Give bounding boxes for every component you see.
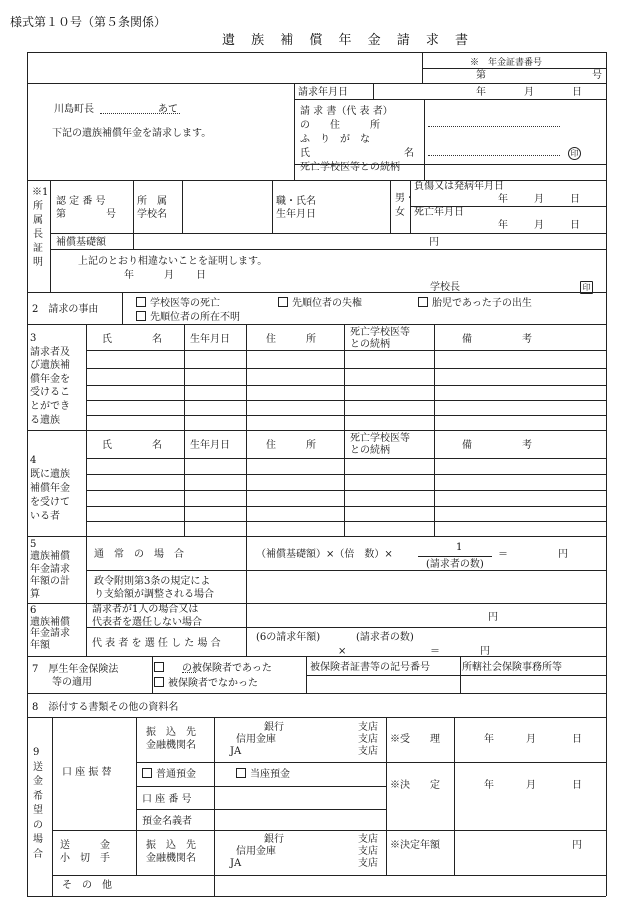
rule-line <box>86 536 87 656</box>
rule-line <box>27 536 606 537</box>
rule-line <box>133 233 134 249</box>
decided-amount-label: ※決定年額 <box>390 840 440 851</box>
sec6-yen-1: 円 <box>488 612 498 623</box>
rule-line <box>136 717 137 875</box>
branch-label-1c: 支店 <box>358 746 378 757</box>
bank-dest-label-b: 金融機関名 <box>146 740 196 751</box>
sec3-header-address: 住 所 <box>266 334 316 345</box>
basis-amount-label: 補償基礎額 <box>56 237 106 248</box>
sec3-header-remarks: 備 考 <box>462 334 532 345</box>
current-deposit-option[interactable] <box>236 768 290 781</box>
sec3-header-relation: 死亡学校医等 との続柄 <box>350 327 410 350</box>
request-date-year: 年 <box>476 87 486 98</box>
rule-line <box>133 180 134 233</box>
rule-line <box>246 536 247 656</box>
certify-day: 日 <box>196 270 206 281</box>
school-label-a: 所 属 <box>137 196 167 207</box>
ja-label-1: JA <box>230 746 242 757</box>
insurance-checkbox-2[interactable] <box>154 677 164 687</box>
decided-month: 月 <box>526 780 536 791</box>
rule-line <box>27 896 606 897</box>
reason-option-2[interactable] <box>278 297 362 310</box>
remit-dest-label-b: 金融機関名 <box>146 853 196 864</box>
sec4-header-birth: 生年月日 <box>190 440 230 451</box>
account-number-label: 口 座 番 号 <box>142 794 192 805</box>
rule-line <box>27 52 606 53</box>
insurance-option-2[interactable] <box>154 677 258 690</box>
bank-dest-label-a: 振 込 先 <box>146 727 196 738</box>
rule-line <box>27 324 606 325</box>
injury-month: 月 <box>534 194 544 205</box>
sec6-eq: ＝ <box>430 646 440 657</box>
rule-line <box>50 249 606 250</box>
rule-line <box>373 83 374 99</box>
rule-line <box>390 180 391 233</box>
sec2-label: 2 請求の事由 <box>32 304 99 315</box>
rule-line <box>214 717 215 896</box>
pension-number-prefix: 第 <box>476 70 486 81</box>
insurance-checkbox-1[interactable] <box>154 662 164 672</box>
sec4-header-address: 住 所 <box>266 440 316 451</box>
received-day: 日 <box>572 734 582 745</box>
rule-line <box>86 490 606 491</box>
sec8-label: 8 添付する書類その他の資料名 <box>32 702 179 713</box>
school-label-b: 学校名 <box>137 209 167 220</box>
certify-month: 月 <box>164 270 174 281</box>
adjusted-case-label: 政令附則第3条の規定によ り支給額が調整される場合 <box>94 576 214 600</box>
formula-text: （補償基礎額）×（倍 数）× <box>256 549 393 560</box>
death-day: 日 <box>570 220 580 231</box>
reason-option-1[interactable] <box>136 297 220 310</box>
addressee: 川島町長 <box>54 104 94 115</box>
ordinary-deposit-checkbox[interactable] <box>142 768 152 778</box>
sec4-header-name: 氏 名 <box>102 440 162 451</box>
certify-year: 年 <box>124 270 134 281</box>
insurance-option-1[interactable] <box>154 662 272 675</box>
rule-line <box>306 675 606 676</box>
basis-amount-yen: 円 <box>429 237 439 248</box>
reason-text-1: 学校医等の死亡 <box>150 298 220 309</box>
rule-line <box>86 521 606 522</box>
branch-label-1a: 支店 <box>358 722 378 733</box>
representative-case-label: 代 表 者 を 選 任 し た 場 合 <box>92 638 221 649</box>
formula-equals: ＝ <box>498 549 508 560</box>
request-date-label: 請求年月日 <box>298 87 348 98</box>
rule-line <box>136 786 386 787</box>
request-statement: 下記の遺族補償年金を請求します。 <box>52 128 212 139</box>
reason-text-4: 先順位者の所在不明 <box>150 312 240 323</box>
ordinary-deposit-option[interactable] <box>142 768 196 781</box>
insurance-text-1: の被保険者であった <box>182 663 272 674</box>
sec3-header-name: 氏 名 <box>102 334 162 345</box>
branch-label-2a: 支店 <box>358 834 378 845</box>
reason-checkbox-4[interactable] <box>136 311 146 321</box>
reason-checkbox-1[interactable] <box>136 297 146 307</box>
single-claimant-label: 請求者が1人の場合又は 代表者を選任しない場合 <box>92 604 202 628</box>
rule-line <box>136 809 386 810</box>
page-title: 遺 族 補 償 年 金 請 求 書 <box>222 33 475 48</box>
pension-cert-label: ※ 年金証書番号 <box>470 58 543 68</box>
sec9-label: 9 送 金 希 望 の 場 合 <box>33 747 43 860</box>
rule-line <box>182 180 183 233</box>
rule-line <box>27 717 606 718</box>
furigana-label: ふ り が な <box>300 134 370 145</box>
insurance-text-2: 被保険者でなかった <box>168 678 258 689</box>
rule-line <box>27 430 606 431</box>
reason-text-3: 胎児であった子の出生 <box>432 298 532 309</box>
rule-line <box>27 52 28 896</box>
reason-checkbox-3[interactable] <box>418 297 428 307</box>
rule-line <box>272 180 273 233</box>
branch-label-2b: 支店 <box>358 846 378 857</box>
ja-label-2: JA <box>230 858 242 869</box>
remittance-label-b: 小 切 手 <box>60 853 110 864</box>
other-label: そ の 他 <box>62 880 112 891</box>
rule-line <box>294 83 295 180</box>
rule-line <box>86 506 606 507</box>
rule-line <box>27 693 606 694</box>
rule-line <box>294 99 606 100</box>
insurance-office-label: 所轄社会保険事務所等 <box>462 662 562 673</box>
rule-line <box>424 99 425 180</box>
pension-number-suffix: 号 <box>592 70 602 81</box>
account-transfer-label: 口 座 振 替 <box>62 767 112 778</box>
branch-label-2c: 支店 <box>358 858 378 869</box>
principal-label: 学校長 <box>430 282 460 293</box>
rule-line <box>182 672 196 673</box>
applicant-seal: 印 <box>568 147 581 160</box>
insured-number-label: 被保険者証書等の記号番号 <box>310 662 430 673</box>
rule-line <box>52 830 606 831</box>
sec3-header-birth: 生年月日 <box>190 334 230 345</box>
received-year: 年 <box>484 734 494 745</box>
rule-line <box>27 292 606 293</box>
sec6-yen-2: 円 <box>480 646 490 657</box>
rule-line <box>136 762 386 763</box>
rule-line <box>418 556 492 557</box>
rule-line <box>27 83 606 84</box>
address-label: の 住 所 <box>300 120 380 131</box>
addressee-suffix: あて <box>158 104 178 115</box>
sec6-times: × <box>338 646 347 657</box>
rule-line <box>152 656 153 693</box>
received-label: ※受 理 <box>390 734 440 745</box>
rule-line <box>294 164 606 165</box>
birthdate-label: 生年月日 <box>276 209 316 220</box>
rule-line <box>100 113 180 114</box>
credit-label-2: 信用金庫 <box>236 846 276 857</box>
rule-line <box>86 385 606 386</box>
rule-line <box>27 603 606 604</box>
amount-from-6: (6の請求年額) <box>256 632 321 643</box>
sec4-header-remarks: 備 考 <box>462 440 532 451</box>
death-month: 月 <box>534 220 544 231</box>
remittance-label-a: 送 金 <box>60 840 110 851</box>
ordinary-deposit-text: 普通預金 <box>156 769 196 780</box>
death-date-label: 死亡年月日 <box>414 207 464 218</box>
rule-line <box>27 180 606 181</box>
rule-line <box>86 368 606 369</box>
decided-year: 年 <box>484 780 494 791</box>
claimant-count: (請求者の数) <box>356 632 414 643</box>
form-number: 様式第１０号（第５条関係） <box>10 15 167 29</box>
death-year: 年 <box>498 220 508 231</box>
rule-line <box>52 875 606 876</box>
rule-line <box>86 627 606 628</box>
rule-line <box>428 155 560 156</box>
normal-case-label: 通 常 の 場 合 <box>94 549 184 560</box>
representative-label: 請 求 書（代 表 者） <box>300 106 393 117</box>
credit-label-1: 信用金庫 <box>236 734 276 745</box>
decided-label: ※決 定 <box>390 780 440 791</box>
name-label-a: 氏 <box>300 148 310 159</box>
reason-option-4[interactable] <box>136 311 240 324</box>
rule-line <box>86 458 606 459</box>
rule-line <box>454 717 455 875</box>
rule-line <box>86 400 606 401</box>
sec5-label: 5 遺族補償 年金請求 年額の計 算 <box>30 539 70 600</box>
cert-number-label-b: 第 号 <box>56 209 116 220</box>
rule-line <box>86 474 606 475</box>
account-holder-label: 預金名義者 <box>142 816 192 827</box>
rule-line <box>86 350 606 351</box>
current-deposit-text: 当座預金 <box>250 769 290 780</box>
rule-line <box>428 126 560 127</box>
rule-line <box>122 292 123 324</box>
principal-seal: 印 <box>580 281 593 294</box>
rule-line <box>422 68 606 69</box>
sec4-header-relation: 死亡学校医等 との続柄 <box>350 433 410 456</box>
received-month: 月 <box>526 734 536 745</box>
bank-label-2: 銀行 <box>264 834 284 845</box>
rule-line <box>410 206 606 207</box>
decided-day: 日 <box>572 780 582 791</box>
current-deposit-checkbox[interactable] <box>236 768 246 778</box>
rule-line <box>386 762 606 763</box>
gender-label: 男・女 <box>395 193 415 218</box>
formula-denominator: (請求者の数) <box>426 559 484 570</box>
rule-line <box>86 570 606 571</box>
reason-text-2: 先順位者の失権 <box>292 298 362 309</box>
rule-line <box>50 180 51 292</box>
name-label-b: 名 <box>404 148 414 159</box>
branch-label-1b: 支店 <box>358 734 378 745</box>
formula-numerator: 1 <box>456 542 463 553</box>
cert-number-label-a: 認 定 番 号 <box>56 196 106 207</box>
reason-option-3[interactable] <box>418 297 532 310</box>
sec7-label: 7 厚生年金保険法 等の適用 <box>32 664 119 688</box>
reason-checkbox-2[interactable] <box>278 297 288 307</box>
job-name-label: 職・氏名 <box>276 196 316 207</box>
injury-day: 日 <box>570 194 580 205</box>
sec4-label: 4 既に遺族 補償年金 を受けて いる者 <box>30 455 70 522</box>
request-date-month: 月 <box>524 87 534 98</box>
decided-amount-yen: 円 <box>572 840 582 851</box>
sec1-side-label: ※1所属長証明 <box>32 187 49 268</box>
rule-line <box>52 717 53 896</box>
formula-yen: 円 <box>558 549 568 560</box>
relation-label: 死亡学校医等との続柄 <box>300 162 400 173</box>
rule-line <box>86 415 606 416</box>
injury-date-label: 負傷又は発病年月日 <box>414 181 504 192</box>
bank-label-1: 銀行 <box>264 722 284 733</box>
injury-year: 年 <box>498 194 508 205</box>
sec6-label: 6 遺族補償 年金請求 年額 <box>30 605 70 651</box>
certify-text: 上記のとおり相違ないことを証明します。 <box>78 256 268 267</box>
request-date-day: 日 <box>572 87 582 98</box>
rule-line <box>27 656 606 657</box>
remit-dest-label-a: 振 込 先 <box>146 840 196 851</box>
sec3-label: 3 請求者及 び遺族補 償年金を 受けるこ とができ る遺族 <box>30 333 70 426</box>
rule-line <box>606 52 607 896</box>
rule-line <box>386 717 387 875</box>
